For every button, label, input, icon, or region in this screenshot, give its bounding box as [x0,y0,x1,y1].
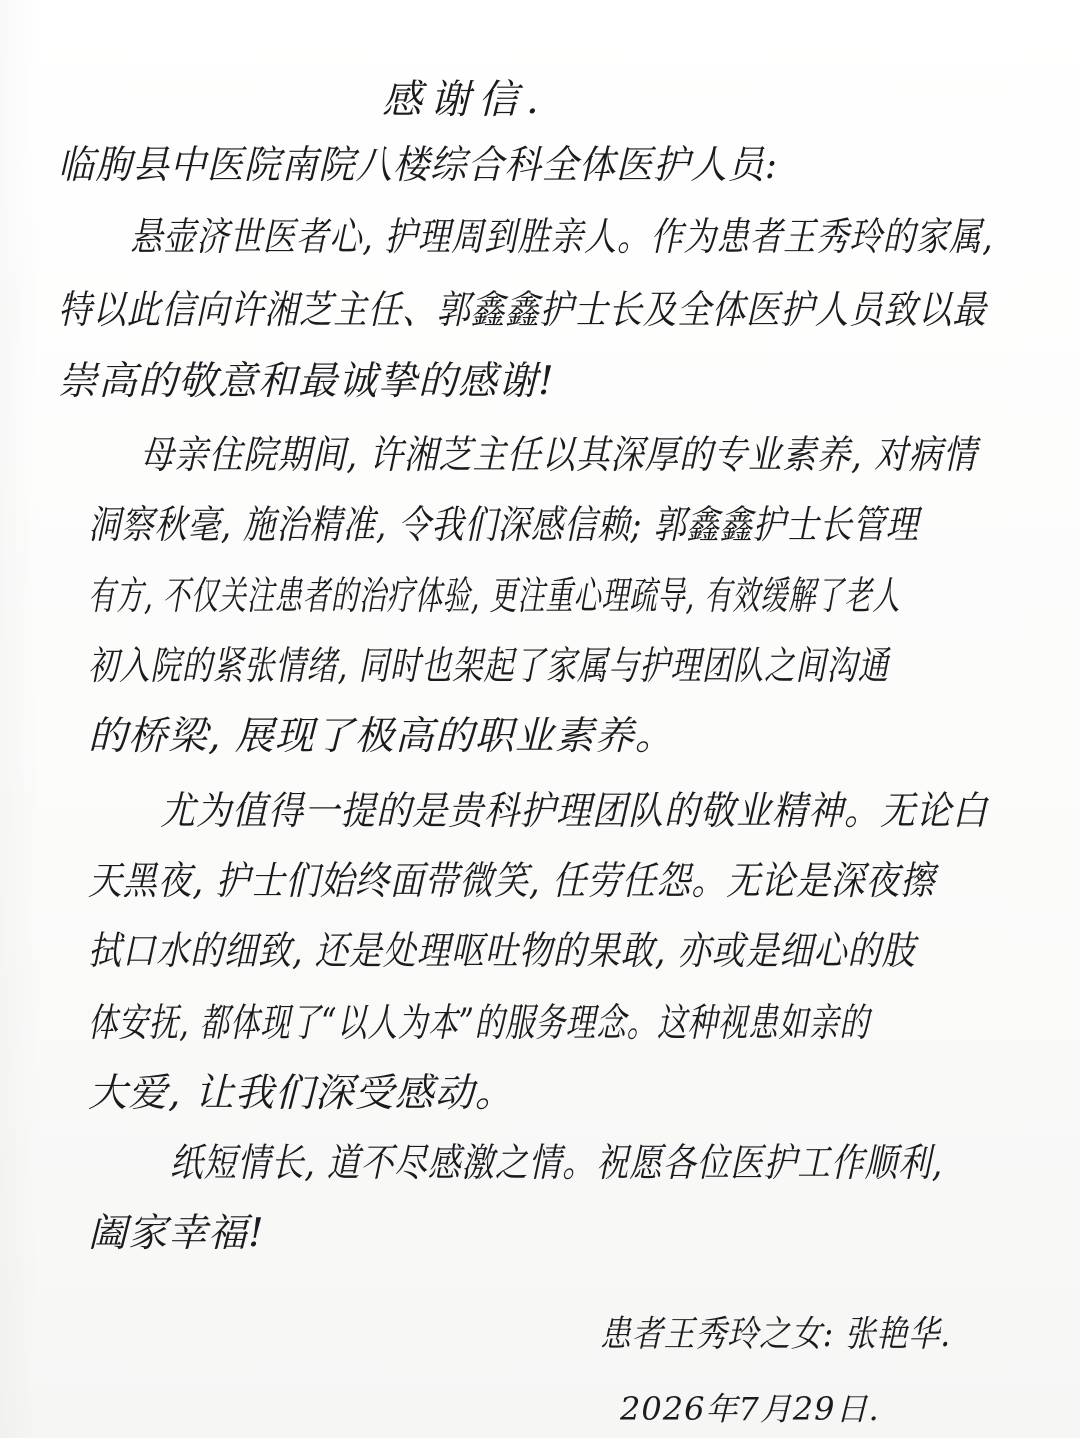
letter-salutation: 临朐县中医院南院八楼综合科全体医护人员: [58,143,778,188]
letter-signature: 患者王秀玲之女: 张艳华. [600,1314,951,1355]
letter-line: 拭口水的细致, 还是处理呕吐物的果敢, 亦或是细心的肢 [88,929,916,974]
letter-line: 崇高的敬意和最诚挚的感谢! [58,359,555,404]
letter-line: 初入院的紧张情绪, 同时也架起了家属与护理团队之间沟通 [88,644,889,689]
letter-line: 悬壶济世医者心, 护理周到胜亲人。作为患者王秀玲的家属, [130,215,994,260]
letter-date: 2026年7月29日. [620,1390,880,1428]
letter-title: 感谢信. [382,77,547,123]
letter-line: 纸短情长, 道不尽感激之情。祝愿各位医护工作顺利, [170,1141,943,1186]
letter-line: 有方, 不仅关注患者的治疗体验, 更注重心理疏导, 有效缓解了老人 [88,574,901,619]
letter-line: 天黑夜, 护士们始终面带微笑, 任劳任怨。无论是深夜擦 [88,859,936,904]
letter-line: 尤为值得一提的是贵科护理团队的敬业精神。无论白 [160,789,989,834]
letter-line: 洞察秋毫, 施治精准, 令我们深感信赖; 郭鑫鑫护士长管理 [88,503,919,548]
letter-line: 阖家幸福! [88,1211,265,1256]
letter-line: 特以此信向许湘芝主任、郭鑫鑫护士长及全体医护人员致以最 [58,288,987,333]
letter-line: 大爱, 让我们深受感动。 [88,1071,515,1116]
letter-line: 体安抚, 都体现了“以人为本”的服务理念。这种视患如亲的 [88,1001,870,1046]
letter-line: 母亲住院期间, 许湘芝主任以其深厚的专业素养, 对病情 [140,433,978,478]
letter-line: 的桥梁, 展现了极高的职业素养。 [88,714,675,759]
